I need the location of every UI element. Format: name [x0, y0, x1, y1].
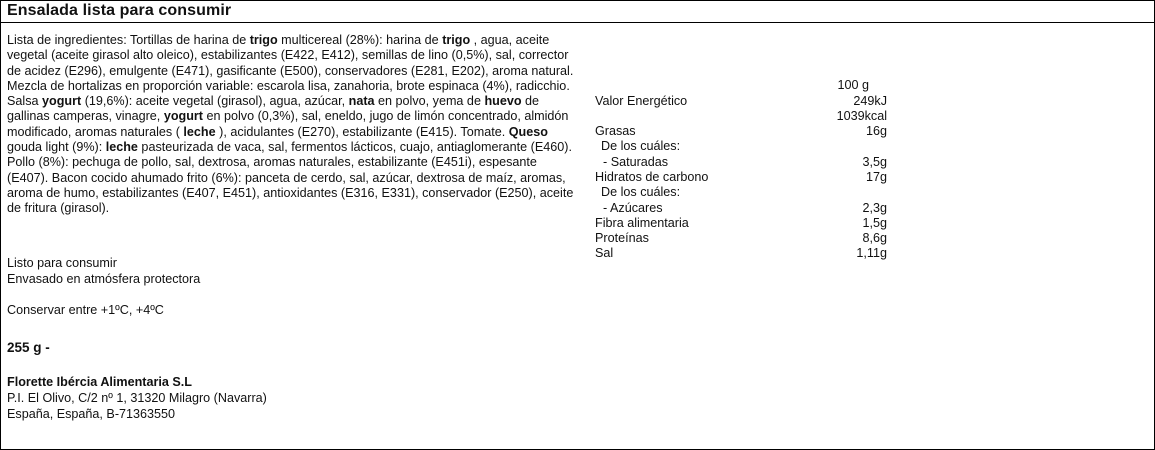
nutrition-value: 1,5g: [862, 216, 887, 230]
ingredients-list: [7, 33, 579, 217]
ingredients-text: de gallinas camperas, vinagre,: [7, 94, 540, 124]
nutrition-label: Fibra alimentaria: [595, 216, 689, 230]
nutrition-value: 17g: [865, 170, 887, 184]
allergen-highlight: trigo: [442, 33, 471, 47]
nutrition-label: Hidratos de carbono: [595, 170, 709, 184]
ingredients-text: multicereal (28%): harina de: [277, 33, 443, 47]
nutrition-header: 100 g: [837, 78, 869, 92]
nutrition-value: 1039kcal: [836, 109, 887, 123]
allergen-highlight: leche: [105, 140, 138, 155]
ingredients-text: pasteurizada de vaca, sal, fermentos lácticos, cuajo, antiaglomerante (E460). Pollo (8%): pechuga de pollo, sal, dextrosa, aromas naturales, estabilizante (E451i), espesante (E407). Bacon cocido ahumado frito (6%): panceta de cerdo, sal, azúcar, dextrosa de maíz, aromas, aroma de humo, estabilizantes (E407, E451), antioxidantes (E316, E331), conservador (E250), aceite de fritura (girasol).: [7, 140, 574, 216]
nutrition-row: [595, 155, 895, 170]
company-name: Florette Ibércia Alimentaria S.L: [7, 375, 192, 389]
nutrition-row: [595, 124, 895, 139]
nutrition-row: [595, 185, 895, 200]
product-title: Ensalada lista para consumir: [7, 2, 232, 19]
nutrition-label: Sal: [595, 246, 614, 260]
nutrition-value: 2,3g: [862, 201, 887, 215]
storage-instructions: Conservar entre +1ºC, +4ºC: [7, 303, 164, 317]
net-weight: 255 g -: [7, 340, 50, 355]
ingredients-text: Lista de ingredientes: Tortillas de harina de: [7, 33, 250, 47]
allergen-highlight: nata: [348, 94, 375, 109]
nutrition-value: 16g: [865, 124, 887, 138]
company-address: P.I. El Olivo, C/2 nº 1, 31320 Milagro (Navarra): [7, 391, 267, 405]
nutrition-label: Grasas: [595, 124, 636, 138]
nutrition-row: [595, 94, 895, 109]
nutrition-row: [595, 109, 895, 124]
nutrition-row: [595, 216, 895, 231]
nutrition-label: - Azúcares: [603, 201, 663, 215]
nutrition-value: 3,5g: [862, 155, 887, 169]
nutrition-row: [595, 139, 895, 154]
nutrition-label: Valor Energético: [595, 94, 688, 108]
usage-ready: Listo para consumir: [7, 256, 117, 270]
title-bar: [1, 1, 1154, 23]
nutrition-value: 1,11g: [856, 246, 887, 260]
ingredients-text: ), acidulantes (E270), estabilizante (E415). Tomate.: [215, 124, 509, 139]
nutrition-row: [595, 231, 895, 246]
nutrition-label: Proteínas: [595, 231, 649, 245]
nutrition-value: 249kJ: [853, 94, 887, 108]
allergen-highlight: leche: [183, 124, 216, 139]
usage-packaged: Envasado en atmósfera protectora: [7, 272, 201, 286]
nutrition-row: [595, 201, 895, 216]
allergen-highlight: trigo: [249, 33, 278, 47]
nutrition-header-row: [595, 78, 895, 93]
nutrition-row: [595, 246, 895, 261]
ingredients-text: en polvo (0,3%), sal, eneldo, jugo de limón concentrado, almidón modificado, aromas naturales (: [7, 109, 569, 139]
company-country-id: España, España, B-71363550: [7, 407, 176, 421]
allergen-highlight: Queso: [508, 124, 548, 139]
ingredients-text: en polvo, yema de: [374, 94, 485, 109]
ingredients-text: (19,6%): aceite vegetal (girasol), agua, azúcar,: [81, 94, 349, 109]
ingredients-text: , agua, aceite vegetal (aceite girasol alto oleico), estabilizantes (E422, E412), semillas de lino (0,5%), sal, corrector de acidez (E296), emulgente (E471), gasificante (E500), conservadores (E281, E202), aroma natural. Mezcla de hortalizas en proporción variable: escarola lisa, zanahoria, brote espinaca (4%), radicchio. Salsa: [7, 33, 574, 109]
allergen-highlight: yogurt: [42, 94, 82, 109]
nutrition-row: [595, 170, 895, 185]
nutrition-label: De los cuáles:: [601, 139, 681, 153]
allergen-highlight: huevo: [484, 94, 522, 109]
allergen-highlight: yogurt: [163, 109, 203, 124]
ingredients-text: gouda light (9%):: [7, 140, 106, 155]
nutrition-value: 8,6g: [862, 231, 887, 245]
nutrition-label: De los cuáles:: [601, 185, 681, 199]
nutrition-table: [595, 1, 915, 301]
nutrition-label: - Saturadas: [603, 155, 669, 169]
